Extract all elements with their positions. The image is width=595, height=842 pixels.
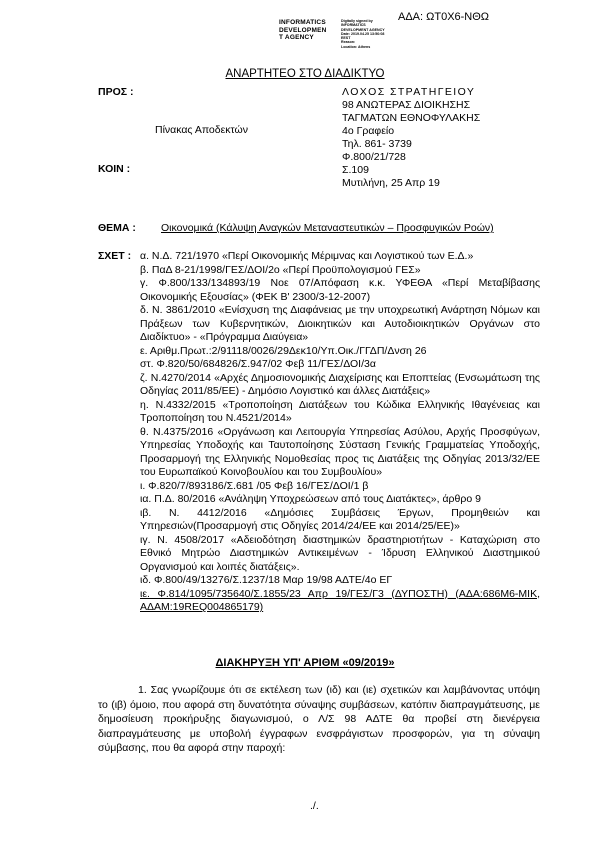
reference-item: ιε. Φ.814/1095/735640/Σ.1855/23 Απρ 19/ΓΕΣ/Γ3 (ΔΥΠΟΣΤΗ) (ΑΔΑ:686Μ6-ΜΙΚ, ΑΔΑΜ:19REQ004865179) <box>140 587 540 613</box>
recipients-list-reference: Πίνακας Αποδεκτών <box>155 124 248 136</box>
reference-item: ιβ. Ν. 4412/2016 «Δημόσιες Συμβάσεις Έργων, Προμηθειών και Υπηρεσιών(Προσαρμογή στις Οδηγίες 2014/24/ΕΕ και 2014/25/ΕΕ)» <box>140 506 540 532</box>
reference-item: θ. Ν.4375/2016 «Οργάνωση και Λειτουργία Υπηρεσίας Ασύλου, Αρχής Προσφύγων, Υπηρεσίας Υποδοχής και Ταυτοποίησης Σύσταση Γενικής Γραμματείας Υποδοχής, Προσαρμογή της Ελληνικής Νομοθεσίας προς τις Διατάξεις της Οδηγίας 2013/32/ΕΕ του Ευρωπαϊκού Κοινοβουλίου και του Συμβουλίου» <box>140 425 540 478</box>
reference-item: δ. Ν. 3861/2010 «Ενίσχυση της Διαφάνειας με την υποχρεωτική Ανάρτηση Νόμων και Πράξεων των Κυβερνητικών, Διοικητικών και Αυτοδιοικητικών Οργάνων στο Διαδίκτυο» - «Πρόγραμμα Διαύγεια» <box>140 304 540 343</box>
references-list <box>140 250 540 615</box>
place-date: Μυτιλήνη, 25 Απρ 19 <box>342 177 440 189</box>
sender-office-line: 4ο Γραφείο <box>342 125 395 137</box>
reference-item: ζ. Ν.4270/2014 «Αρχές Δημοσιονομικής Διαχείρισης και Εποπτείας (Ενσωμάτωση της Οδηγίας 2011/85/ΕΕ) - Δημόσιο Λογιστικό και άλλες Διατάξεις» <box>140 371 540 397</box>
reference-item: ε. Αριθμ.Πρωτ.:2/91118/0026/29Δεκ10/Υπ.Οικ./ΓΓΔΠ/Δνση 26 <box>140 344 427 357</box>
signature-agency-line-2: DEVELOPMEN <box>279 26 327 34</box>
references-label: ΣΧΕΤ : <box>98 250 132 262</box>
ada-code: ΑΔΑ: ΩΤ0Χ6-ΝΘΩ <box>398 11 490 23</box>
signature-detail-line: Location: Athens <box>341 44 371 49</box>
body-paragraph: 1. Σας γνωρίζουμε ότι σε εκτέλεση των (ιδ) και (ιε) σχετικών και λαμβάνοντας υπόψη το (ιβ) όμοιο, που αφορά στη δυνατότητα σύναψης συμβάσεων, κατόπιν διαπραγμάτευσης, με δημοσίευση προκήρυξης διαγωνισμού, ο Λ/Σ 98 ΑΔΤΕ θα προβεί στη διενέργεια διαπραγμάτευσης με υποβολή έγγραφων ενσφράγιστων προσφορών, για τη σύναψη σύμβασης, που θα αφορά στην παροχή: <box>98 684 540 754</box>
signature-detail-line: Date: 2019.04.25 13:56:08 <box>341 31 385 36</box>
koin-label: ΚΟΙΝ : <box>98 163 131 175</box>
reference-item: ια. Π.Δ. 80/2016 «Ανάληψη Υποχρεώσεων από τους Διατάκτες», άρθρο 9 <box>140 493 481 505</box>
sender-unit-line: ΛΟΧΟΣ ΣΤΡΑΤΗΓΕΙΟΥ <box>342 86 476 98</box>
file-number: Φ.800/21/728 <box>342 151 406 163</box>
reference-item: ι. Φ.820/7/893186/Σ.681 /05 Φεβ 16/ΓΕΣ/ΔΟΙ/1 β <box>140 479 369 492</box>
sender-block <box>342 86 480 190</box>
continuation-mark: ./. <box>310 800 319 812</box>
signature-agency-line-3: T AGENCY <box>279 34 314 41</box>
serial-number: Σ.109 <box>342 164 369 176</box>
reference-item: η. Ν.4332/2015 «Τροποποίηση Διατάξεων του Κώδικα Ελληνικής Ιθαγένειας και Τροποποίηση του Ν.4521/2014» <box>140 398 540 424</box>
reference-item: γ. Φ.800/133/134893/19 Νοε 07/Απόφαση κ.κ. ΥΦΕΘΑ «Περί Μεταβίβασης Οικονομικής Εξουσίας» (ΦΕΚ Β' 2300/3-12-2007) <box>140 277 540 303</box>
sender-battalions-line: ΤΑΓΜΑΤΩΝ ΕΘΝΟΦΥΛΑΚΗΣ <box>342 112 481 124</box>
reference-item: ιγ. Ν. 4508/2017 «Αδειοδότηση διαστημικών δραστηριοτήτων - Καταχώριση στο Εθνικό Μητρώο Διαστημικών Αντικειμένων - Ίδρυση Ελληνικού Διαστημικού Οργανισμού και λοιπές διατάξεις». <box>140 533 540 573</box>
sender-phone-line: Τηλ. 861- 3739 <box>342 138 412 150</box>
digital-signature-stamp <box>279 19 529 53</box>
signature-detail-line: EEST <box>341 36 351 41</box>
declaration-title: ΔΙΑΚΗΡΥΞΗ ΥΠ' ΑΡΙΘΜ «09/2019» <box>215 657 395 669</box>
reference-item: στ. Φ.820/50/684826/Σ.947/02 Φεβ 11/ΓΕΣ/ΔΟΙ/3α <box>140 358 376 370</box>
document-title: ΑΝΑΡΤΗΤΕΟ ΣΤΟ ΔΙΑΔΙΚΤΥΟ <box>225 68 385 80</box>
signature-detail-line: DEVELOPMENT AGENCY <box>341 27 385 32</box>
signature-detail-line: Reason: <box>341 40 356 45</box>
signature-detail-line: INFORMATICS <box>341 23 366 28</box>
sender-command-line: 98 ΑΝΩΤΕΡΑΣ ΔΙΟΙΚΗΣΗΣ <box>342 99 471 111</box>
reference-item: ιδ. Φ.800/49/13276/Σ.1237/18 Μαρ 19/98 ΑΔΤΕ/4ο ΕΓ <box>140 574 393 586</box>
subject-label: ΘΕΜΑ : <box>98 222 136 234</box>
pros-label: ΠΡΟΣ : <box>98 86 134 98</box>
reference-item: α. Ν.Δ. 721/1970 «Περί Οικονομικής Μέριμνας και Λογιστικού των Ε.Δ.» <box>140 250 474 262</box>
signature-detail-line: Digitally signed by <box>341 19 373 23</box>
subject-text: Οικονομικά (Κάλυψη Αναγκών Μεταναστευτικών – Προσφυγικών Ροών) <box>161 222 494 234</box>
signature-agency-line-1: INFORMATICS <box>279 19 326 26</box>
reference-item: β. ΠαΔ 8-21/1998/ΓΕΣ/ΔΟΙ/2ο «Περί Προϋπολογισμού ΓΕΣ» <box>140 263 421 276</box>
